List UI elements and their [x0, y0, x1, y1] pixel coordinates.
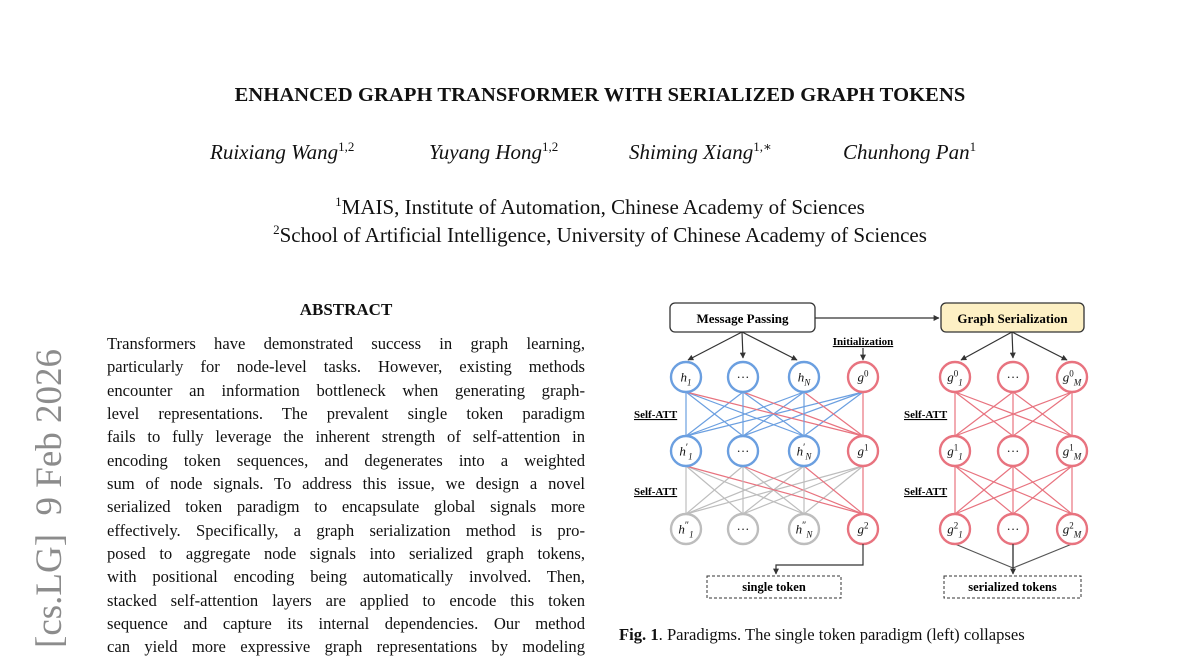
paper-title: ENHANCED GRAPH TRANSFORMER WITH SERIALIZED GRAPH TOKENS: [234, 84, 966, 106]
graph-node: [1057, 514, 1087, 544]
abstract-line: sequence and capture its internal dependencies. Our method: [107, 614, 585, 634]
svg-text:···: ···: [1006, 369, 1020, 385]
self-att-label-left-1: Self-ATT: [634, 409, 678, 421]
svg-text:g1M: $g^1_M$: [1062, 442, 1082, 462]
graph-node: [848, 436, 878, 466]
figure-caption: [619, 625, 1025, 645]
svg-text:···: ···: [1006, 521, 1020, 537]
abstract-line: level representations. The prevalent single token paradigm: [107, 404, 585, 424]
graph-node: [671, 436, 701, 466]
abstract-line: fails to fully leverage the inherent strength of self-attention in: [107, 427, 585, 447]
graph-node: [789, 436, 819, 466]
abstract-line: particularly for node-level tasks. However, existing methods: [107, 357, 585, 377]
svg-text:h″1: $h''_1$: [678, 520, 694, 540]
svg-text:g0M: $g^0_M$: [1062, 368, 1082, 388]
initialization-label: Initialization: [832, 336, 894, 348]
graph-node: [789, 362, 819, 392]
svg-text:h″N: $h''_N$: [795, 520, 813, 540]
self-att-label-right-2: Self-ATT: [904, 486, 948, 498]
svg-text:···: ···: [1006, 443, 1020, 459]
arxiv-stamp: [cs.LG] 9 Feb 2026: [29, 348, 70, 648]
author-4: Chunhong Pan$^1$: [843, 139, 977, 164]
graph-node: [789, 514, 819, 544]
abstract-body: [107, 332, 585, 659]
graph-serialization-label: Graph Serialization: [957, 311, 1068, 326]
graph-node: [671, 362, 701, 392]
svg-text:g01: $g^0_1$: [947, 368, 963, 388]
graph-node: [1057, 362, 1087, 392]
author-1: Ruixiang Wang$^{1,2}$: [210, 139, 355, 164]
figure-label: Fig. 1: [619, 625, 659, 644]
svg-text:g1: $g^1$: [857, 442, 869, 459]
svg-text:···: ···: [736, 369, 750, 385]
abstract-line: with positional encoding being automatically involved. Then,: [107, 567, 585, 587]
svg-text:g2: $g^2$: [857, 520, 869, 537]
svg-text:g11: $g^1_1$: [947, 442, 963, 462]
svg-text:h′1: $h'_1$: [679, 442, 693, 462]
figure-1-diagram: [620, 296, 1100, 606]
graph-node: [940, 436, 970, 466]
attention-edge: [1013, 544, 1072, 568]
graph-node: [940, 514, 970, 544]
serialized-tokens-label: serialized tokens: [968, 580, 1057, 594]
abstract-line: posed to aggregate node signals into serialized graph tokens,: [107, 544, 585, 564]
author-2: Yuyang Hong$^{1,2}$: [429, 139, 559, 164]
abstract-line: stacked self-attention layers are applied to encode this token: [107, 590, 585, 610]
self-att-label-right-1: Self-ATT: [904, 409, 948, 421]
single-token-arrow: [776, 544, 863, 574]
svg-text:···: ···: [736, 521, 750, 537]
graph-node: [998, 436, 1028, 466]
graph-node: [848, 514, 878, 544]
abstract-line: encounter an information bottleneck when generating graph-: [107, 380, 585, 400]
abstract-line: encoding token sequences, and degenerates into a weighted: [107, 450, 585, 470]
svg-text:···: ···: [736, 443, 750, 459]
graph-node: [671, 514, 701, 544]
graph-node: [728, 514, 758, 544]
abstract-line: can yield more expressive graph representations by modeling: [107, 637, 585, 657]
graph-node: [728, 362, 758, 392]
abstract-line: sum of node signals. To address this issue, we design a novel: [107, 474, 585, 494]
graph-node: [998, 362, 1028, 392]
attention-edge: [955, 544, 1013, 568]
svg-text:g21: $g^2_1$: [947, 520, 963, 540]
single-token-label: single token: [742, 580, 806, 594]
svg-text:g0: $g^0$: [857, 368, 869, 385]
caption-text: . Paradigms. The single token paradigm (left) collapses: [658, 625, 1025, 644]
right-nodes: [940, 362, 1087, 544]
graph-node: [848, 362, 878, 392]
abstract-line: Transformers have demonstrated success in graph learning,: [107, 334, 585, 353]
graph-node: [728, 436, 758, 466]
self-att-label-left-2: Self-ATT: [634, 486, 678, 498]
svg-text:g2M: $g^2_M$: [1062, 520, 1082, 540]
affiliation-2: $^2$School of Artificial Intelligence, University of Chinese Academy of Sciences: [273, 222, 927, 247]
svg-text:h1: $h_1$: [680, 369, 692, 388]
graph-node: [998, 514, 1028, 544]
svg-text:hN: $h_N$: [797, 369, 811, 388]
affiliation-1: $^1$MAIS, Institute of Automation, Chinese Academy of Sciences: [335, 194, 865, 219]
left-nodes: [671, 362, 878, 544]
svg-text:h′N: $h'_N$: [796, 442, 812, 462]
message-passing-label: Message Passing: [696, 311, 789, 326]
left-attention-edges: [686, 392, 863, 514]
graph-node: [1057, 436, 1087, 466]
abstract-heading: ABSTRACT: [299, 300, 393, 319]
abstract-line: effectively. Specifically, a graph serialization method is pro-: [107, 520, 585, 540]
author-3: Shiming Xiang$^{1,∗}$: [629, 139, 772, 164]
graph-node: [940, 362, 970, 392]
abstract-line: serialized token paradigm to encapsulate global signals more: [107, 497, 585, 517]
